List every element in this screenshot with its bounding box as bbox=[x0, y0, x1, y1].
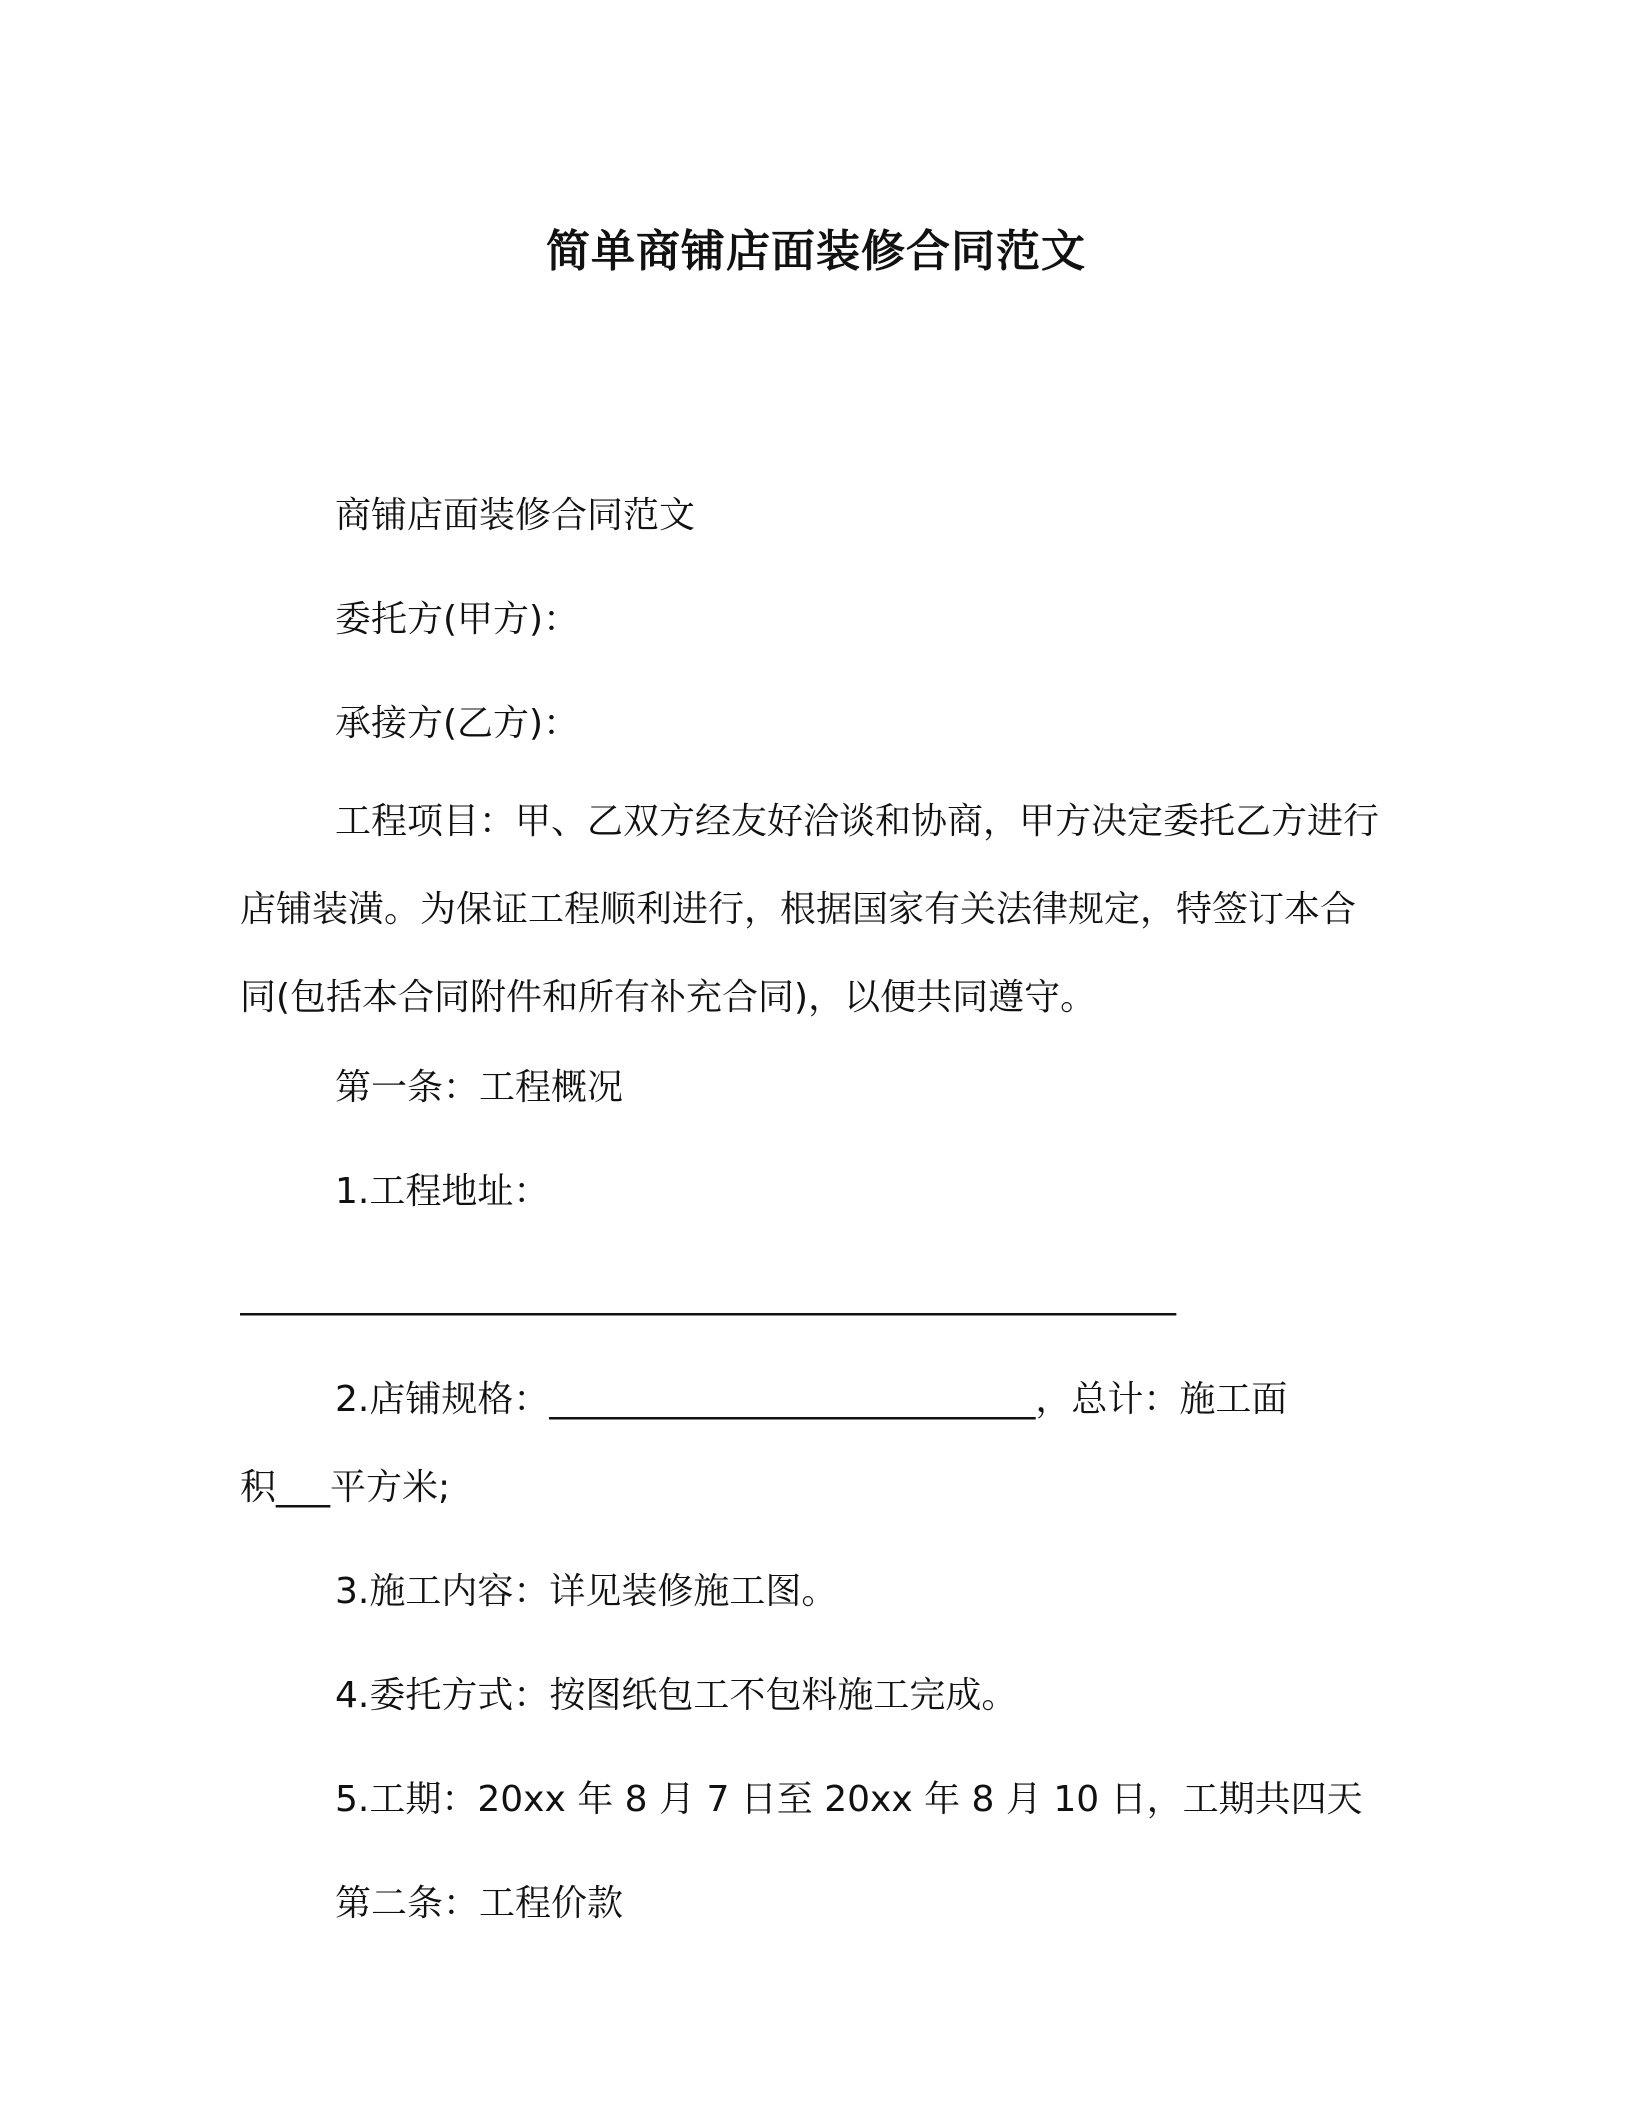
item-2-area: 积___平方米; bbox=[240, 1467, 451, 1508]
project-paragraph: 工程项目：甲、乙双方经友好洽谈和协商，甲方决定委托乙方进行店铺装潢。为保证工程顺利进行，根据国家有关法律规定，特签订本合同(包括本合同附件和所有补充合同)，以便共同遵守。 bbox=[240, 801, 1380, 1018]
item-3-content: 3.施工内容：详见装修施工图。 bbox=[335, 1571, 838, 1612]
document-body bbox=[240, 490, 1390, 1930]
item-4-method: 4.委托方式：按图纸包工不包料施工完成。 bbox=[335, 1675, 1018, 1716]
article-1-heading: 第一条：工程概况 bbox=[335, 1067, 624, 1108]
item-2-specs: 2.店铺规格：___________________________，总计：施工面 bbox=[335, 1379, 1288, 1420]
party-b-line: 承接方(乙方)： bbox=[335, 703, 580, 744]
document-title: 简单商铺店面装修合同范文 bbox=[546, 226, 1086, 277]
contract-heading: 商铺店面装修合同范文 bbox=[335, 495, 696, 536]
item-5-duration: 5.工期：20xx 年 8 月 7 日至 20xx 年 8 月 10 日，工期共四天 bbox=[335, 1779, 1363, 1820]
article-2-heading: 第二条：工程价款 bbox=[335, 1883, 624, 1924]
item-1-address: 1.工程地址： bbox=[335, 1171, 550, 1212]
address-blank-line: ____________________________________________________ bbox=[240, 1275, 1176, 1316]
party-a-line: 委托方(甲方)： bbox=[335, 599, 580, 640]
